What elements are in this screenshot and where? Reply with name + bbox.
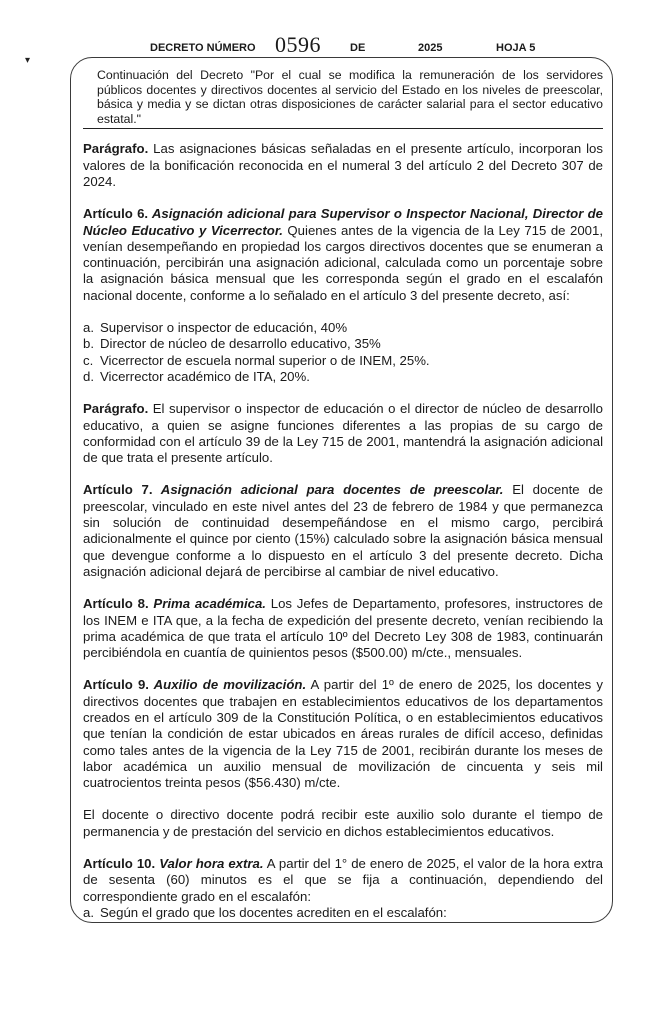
articulo-7-title: Asignación adicional para docentes de preescolar. xyxy=(152,482,504,498)
paragrafo-label: Parágrafo. xyxy=(83,401,149,417)
margin-mark-icon: ▾ xyxy=(25,55,31,66)
articulo-7-label: Artículo 7. xyxy=(83,482,153,498)
articulo-6-title: Asignación adicional para Supervisor o Inspector Nacional, Director de Núcleo Educativo y Vicerrector. xyxy=(83,206,603,238)
decreto-number: 0596 xyxy=(275,32,321,57)
page-number: HOJA 5 xyxy=(496,42,536,54)
articulo-6-list xyxy=(83,320,603,385)
paragrafo-label: Parágrafo. xyxy=(83,141,149,157)
list-text: Vicerrector académico de ITA, 20%. xyxy=(100,368,310,384)
list-item xyxy=(83,320,603,336)
list-text: Director de núcleo de desarrollo educativo, 35% xyxy=(100,336,381,352)
articulo-10-list xyxy=(83,905,603,921)
continuation-title: Continuación del Decreto "Por el cual se modifica la remuneración de los servidores públicos docentes y directivos docentes al servicio del Estado en los niveles de preescolar, básica y media y se dictan otras disposiciones de carácter salarial para el sector educativo estatal." xyxy=(83,68,603,129)
articulo-9-text-2: El docente o directivo docente podrá recibir este auxilio solo durante el tiempo de permanencia y de prestación del servicio en dichos establecimientos educativos. xyxy=(83,807,603,839)
list-item xyxy=(83,353,603,369)
articulo-9-text: A partir del 1º de enero de 2025, los docentes y directivos docentes que trabajen en establecimientos educativos de los departamentos creados en el artículo 309 de la Constitución Política, o en establecimientos educativos que tenían la condición de estar ubicados en áreas rurales de difícil acceso, definidas como tales antes de la vigencia de la Ley 715 de 2001, recibirán durante los meses de labor académica un auxilio mensual de movilización de cincuenta y seis mil cuatrocientos treinta pesos ($56.430) m/cte. xyxy=(83,677,603,791)
document-body xyxy=(83,68,603,937)
list-letter: c. xyxy=(83,352,94,368)
list-text: Vicerrector de escuela normal superior o de INEM, 25%. xyxy=(100,352,430,368)
articulo-6-paragrafo xyxy=(83,401,603,466)
decreto-label: DECRETO NÚMERO xyxy=(150,42,256,54)
list-item xyxy=(83,336,603,352)
page-header xyxy=(150,32,550,58)
list-letter: d. xyxy=(83,368,94,384)
articulo-6-label: Artículo 6. xyxy=(83,206,149,222)
articulo-7-text: El docente de preescolar, vinculado en este nivel antes del 23 de febrero de 1984 y que permanezca sin solución de continuidad desempeñándose en el mismo cargo, percibirá adicionalmente el quince por ciento (15%) calculado sobre la asignación básica mensual que devengue conforme a lo dispuesto en el artículo 3 del presente decreto. Dicha asignación adicional dejará de percibirse al cambiar de nivel educativo. xyxy=(83,482,603,579)
articulo-8-title: Prima académica. xyxy=(148,596,266,612)
decreto-year: 2025 xyxy=(418,42,443,54)
list-item xyxy=(83,369,603,385)
articulo-8-text: Los Jefes de Departamento, profesores, instructores de los INEM e ITA que, a la fecha de expedición del presente decreto, venían recibiendo la prima académica de que trata el artículo 10º del Decreto Ley 308 de 1983, continuarán percibiéndola en cuantía de quinientos pesos ($500.00) m/cte., mensuales. xyxy=(83,596,603,661)
articulo-10-title: Valor hora extra. xyxy=(155,856,264,872)
paragrafo-text: Las asignaciones básicas señaladas en el presente artículo, incorporan los valores de la bonificación reconocida en el numeral 3 del artículo 2 del Decreto 307 de 2024. xyxy=(83,141,603,189)
articulo-9-label: Artículo 9. xyxy=(83,677,149,693)
list-text: Según el grado que los docentes acrediten en el escalafón: xyxy=(100,904,447,920)
articulo-7 xyxy=(83,482,603,580)
articulo-6 xyxy=(83,206,603,304)
list-item xyxy=(83,905,603,921)
list-text: Supervisor o inspector de educación, 40% xyxy=(100,320,348,336)
articulo-6-text: Quienes antes de la vigencia de la Ley 715 de 2001, venían desempeñando en propiedad los cargos directivos docentes que se enumeran a continuación, percibirán una asignación adicional, calculada como un porcentaje sobre la asignación básica mensual que les corresponda según el grado en el escalafón nacional docente, conforme a lo señalado en el artículo 3 del presente decreto, así: xyxy=(83,222,603,303)
articulo-8 xyxy=(83,596,603,661)
paragrafo-text: El supervisor o inspector de educación o el director de núcleo de desarrollo educativo, a quien se asigne funciones diferentes a las propias de su cargo de conformidad con el artículo 39 de la Ley 715 de 2001, mantendrá la asignación adicional de que trata el presente artículo. xyxy=(83,401,603,466)
articulo-10-text: A partir del 1° de enero de 2025, el valor de la hora extra de sesenta (60) minutos es el que se fija a continuación, dependiendo del correspondiente grado en el escalafón: xyxy=(83,856,603,904)
list-letter: a. xyxy=(83,320,94,336)
articulo-10-label: Artículo 10. xyxy=(83,856,156,872)
de-label: DE xyxy=(350,42,366,54)
articulo-10 xyxy=(83,856,603,905)
articulo-9 xyxy=(83,677,603,791)
articulo-9-title: Auxilio de movilización. xyxy=(148,677,307,693)
paragrafo-1 xyxy=(83,141,603,190)
articulo-8-label: Artículo 8. xyxy=(83,596,149,612)
list-letter: b. xyxy=(83,336,94,352)
list-letter: a. xyxy=(83,904,94,920)
